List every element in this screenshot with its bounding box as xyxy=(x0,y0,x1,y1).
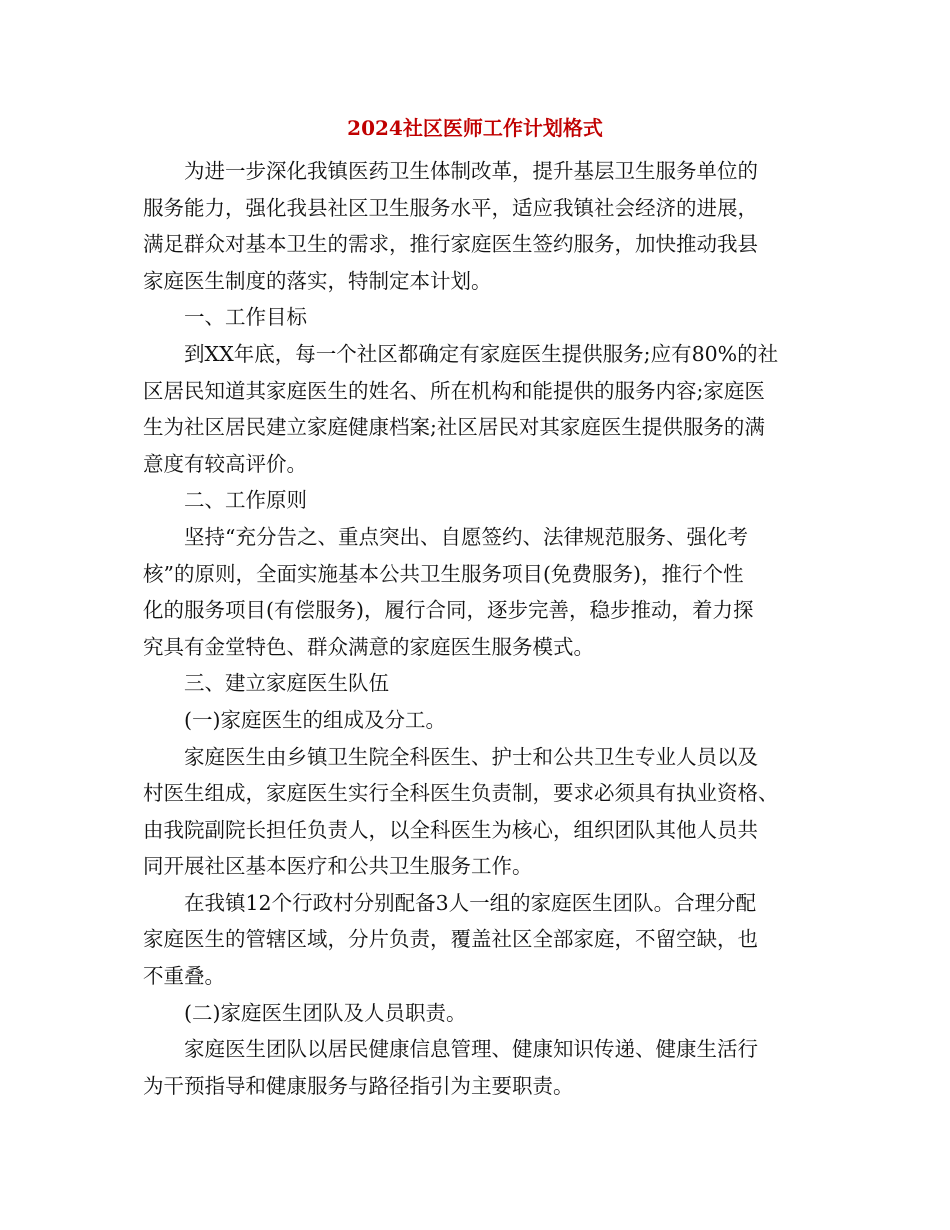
text-line: 村医生组成，家庭医生实行全科医生负责制，要求必须具有执业资格、 xyxy=(143,781,779,806)
text-line: 二、工作原则 xyxy=(184,488,307,513)
text-line: 同开展社区基本医疗和公共卫生服务工作。 xyxy=(143,854,533,879)
text-line: 为进一步深化我镇医药卫生体制改革，提升基层卫生服务单位的 xyxy=(184,159,758,183)
text-line: 服务能力，强化我县社区卫生服务水平，适应我镇社会经济的进展， xyxy=(143,195,758,220)
text-line: 在我镇12个行政村分别配备3人一组的家庭医生团队。合理分配 xyxy=(184,890,757,915)
goals-paragraph xyxy=(143,336,808,482)
section-heading-goals xyxy=(143,299,808,336)
text-line: 生为社区居民建立家庭健康档案;社区居民对其家庭医生提供服务的满 xyxy=(143,415,765,440)
text-line: 核”的原则，全面实施基本公共卫生服务项目(免费服务)，推行个性 xyxy=(143,561,744,586)
text-line: 家庭医生制度的落实，特制定本计划。 xyxy=(143,268,492,293)
text-line: 家庭医生的管辖区域，分片负责，覆盖社区全部家庭，不留空缺，也 xyxy=(143,927,758,952)
text-line: (一)家庭医生的组成及分工。 xyxy=(184,707,446,732)
allocation-paragraph xyxy=(143,885,808,995)
text-line: 到XX年底，每一个社区都确定有家庭医生提供服务;应有80%的社 xyxy=(184,341,779,366)
subheading-composition xyxy=(143,702,808,739)
document-body xyxy=(143,153,808,1104)
text-line: 三、建立家庭医生队伍 xyxy=(184,671,389,696)
duties-paragraph xyxy=(143,1031,808,1104)
text-line: 家庭医生团队以居民健康信息管理、健康知识传递、健康生活行 xyxy=(184,1037,758,1062)
text-line: 由我院副院长担任负责人，以全科医生为核心，组织团队其他人员共 xyxy=(143,817,758,842)
document-title: 2024社区医师工作计划格式 xyxy=(347,116,603,140)
text-line: 一、工作目标 xyxy=(184,305,307,330)
text-line: 坚持“充分告之、重点突出、自愿签约、法律规范服务、强化考 xyxy=(184,524,748,549)
section-heading-principles xyxy=(143,482,808,519)
text-line: (二)家庭医生团队及人员职责。 xyxy=(184,1000,467,1025)
composition-paragraph xyxy=(143,739,808,885)
section-heading-team xyxy=(143,665,808,702)
text-line: 不重叠。 xyxy=(143,964,225,989)
text-line: 区居民知道其家庭医生的姓名、所在机构和能提供的服务内容;家庭医 xyxy=(143,378,765,403)
text-line: 满足群众对基本卫生的需求，推行家庭医生签约服务，加快推动我县 xyxy=(143,232,758,257)
text-line: 为干预指导和健康服务与路径指引为主要职责。 xyxy=(143,1073,574,1098)
subheading-duties xyxy=(143,995,808,1032)
text-line: 化的服务项目(有偿服务)，履行合同，逐步完善，稳步推动，着力探 xyxy=(143,598,754,623)
intro-paragraph xyxy=(143,153,808,299)
principles-paragraph xyxy=(143,519,808,665)
text-line: 究具有金堂特色、群众满意的家庭医生服务模式。 xyxy=(143,634,594,659)
text-line: 家庭医生由乡镇卫生院全科医生、护士和公共卫生专业人员以及 xyxy=(184,744,758,769)
text-line: 意度有较高评价。 xyxy=(143,451,307,476)
